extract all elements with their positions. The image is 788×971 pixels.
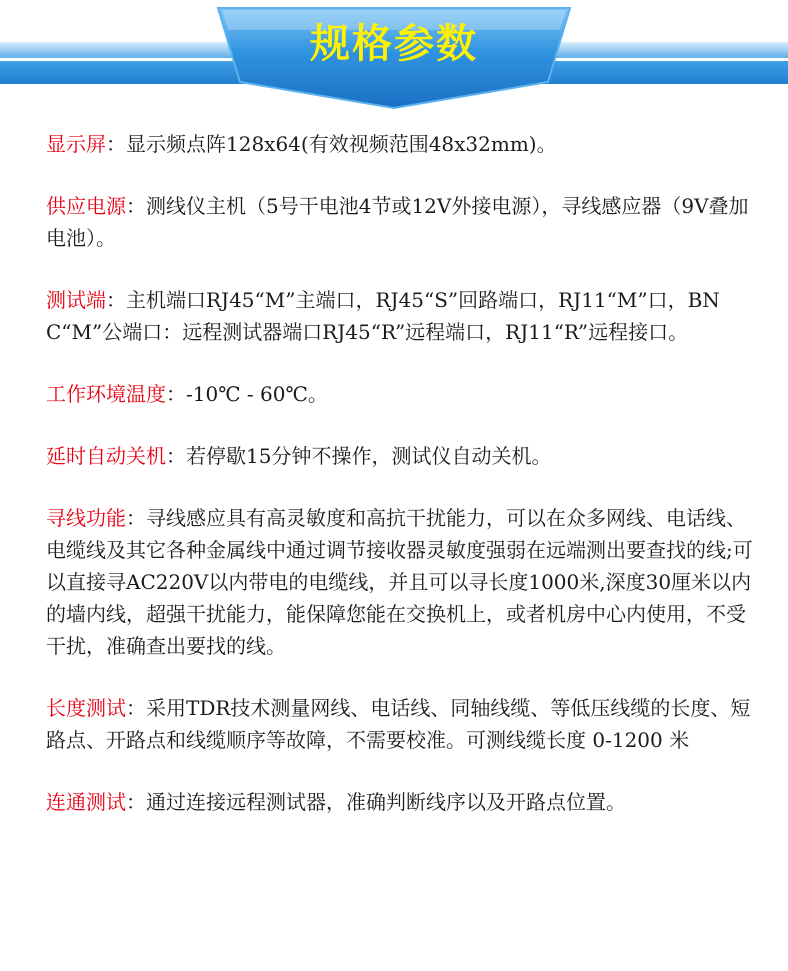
spec-list bbox=[46, 128, 756, 848]
spec-text: ：测线仪主机（5号干电池4节或12V外接电源），寻线感应器（9V叠加电池）。 bbox=[46, 194, 749, 250]
spec-text: ：-10℃ - 60℃。 bbox=[166, 382, 328, 406]
spec-temperature bbox=[46, 378, 756, 410]
spec-label: 测试端 bbox=[46, 288, 106, 312]
spec-text: ：显示频点阵128x64(有效视频范围48x32mm)。 bbox=[106, 132, 557, 156]
spec-text: ：采用TDR技术测量网线、电话线、同轴线缆、等低压线缆的长度、短路点、开路点和线缆顺序等故障，不需要校准。可测线缆长度 0-1200 米 bbox=[46, 696, 751, 752]
spec-text: ：主机端口RJ45“M”主端口，RJ45“S”回路端口，RJ11“M”口，BNC“M”公端口：远程测试器端口RJ45“R”远程端口，RJ11“R”远程接口。 bbox=[46, 288, 720, 344]
spec-tracing bbox=[46, 502, 756, 662]
spec-continuity-test bbox=[46, 786, 756, 818]
spec-label: 显示屏 bbox=[46, 132, 106, 156]
spec-text: ：通过连接远程测试器，准确判断线序以及开路点位置。 bbox=[126, 790, 626, 814]
spec-length-test bbox=[46, 692, 756, 756]
spec-label: 长度测试 bbox=[46, 696, 126, 720]
spec-text: ：寻线感应具有高灵敏度和高抗干扰能力，可以在众多网线、电话线、电缆线及其它各种金属线中通过调节接收器灵敏度强弱在远端测出要查找的线;可以直接寻AC220V以内带电的电缆线，并且可以寻长度1000米,深度30厘米以内的墙内线，超强干扰能力，能保障您能在交换机上，或者机房中心内使用，不受干扰，准确查出要找的线。 bbox=[46, 506, 753, 658]
spec-display bbox=[46, 128, 756, 160]
spec-label: 供应电源 bbox=[46, 194, 126, 218]
spec-text: ：若停歇15分钟不操作，测试仪自动关机。 bbox=[166, 444, 552, 468]
spec-auto-off bbox=[46, 440, 756, 472]
spec-label: 延时自动关机 bbox=[46, 444, 166, 468]
header-banner bbox=[0, 0, 788, 115]
spec-power bbox=[46, 190, 756, 254]
spec-label: 寻线功能 bbox=[46, 506, 126, 530]
spec-ports bbox=[46, 284, 756, 348]
spec-label: 工作环境温度 bbox=[46, 382, 166, 406]
spec-label: 连通测试 bbox=[46, 790, 126, 814]
page-title: 规格参数 bbox=[310, 21, 478, 67]
